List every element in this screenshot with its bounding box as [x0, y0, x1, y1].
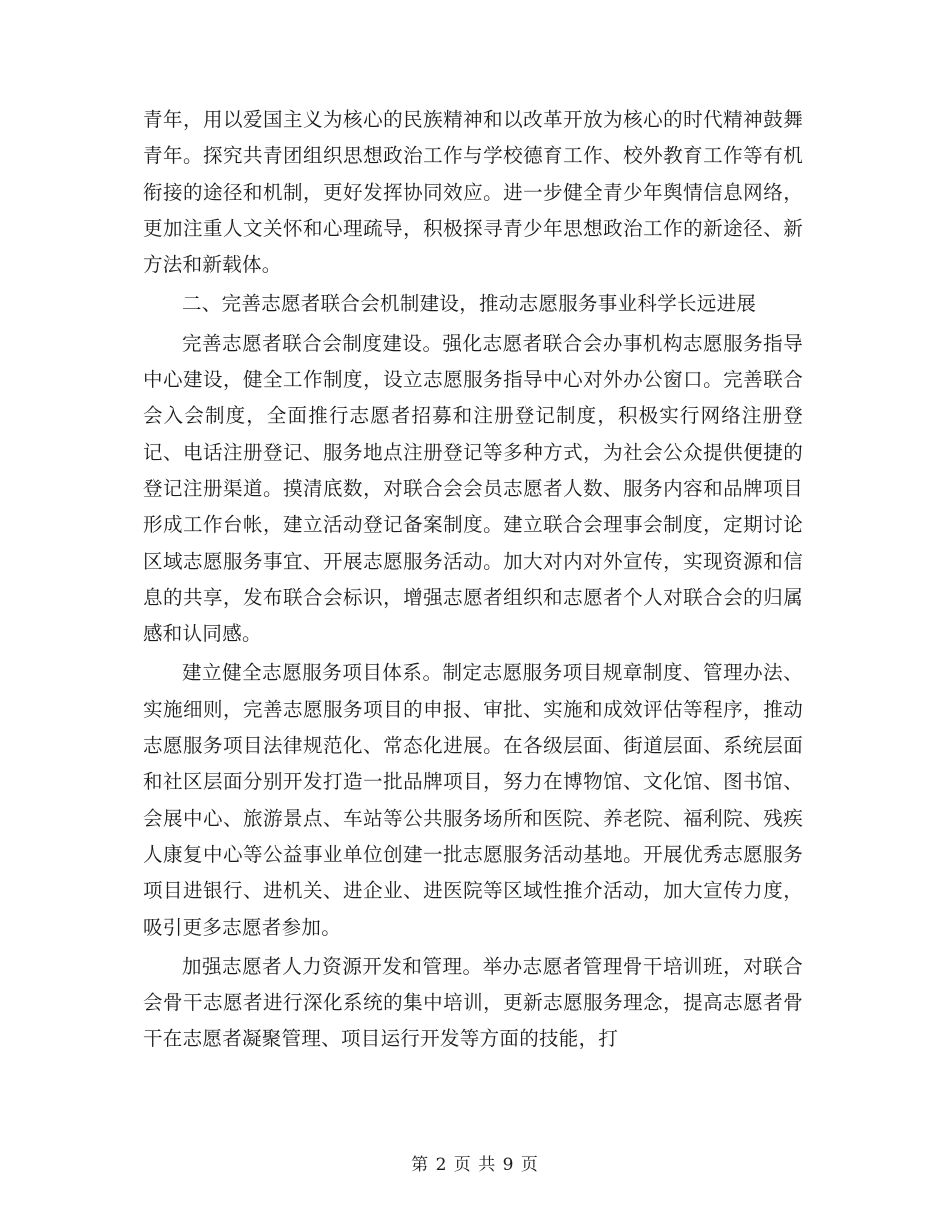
section-heading: 二、完善志愿者联合会机制建设，推动志愿服务事业科学长远进展 [182, 292, 757, 316]
paragraph-project-system: 建立健全志愿服务项目体系。制定志愿服务项目规章制度、管理办法、实施细则，完善志愿服务项目的申报、审批、实施和成效评估等程序，推动志愿服务项目法律规范化、常态化进展。在各级层面、街道层面、系统层面和社区层面分别开发打造一批品牌项目，努力在博物馆、文化馆、图书馆、会展中心、旅游景点、车站等公共服务场所和医院、养老院、福利院、残疾人康复中心等公益事业单位创建一批志愿服务活动基地。开展优秀志愿服务项目进银行、进机关、进企业、进医院等区域性推介活动，加大宣传力度，吸引更多志愿者参加。 [143, 661, 803, 939]
paragraph-human-resources: 加强志愿者人力资源开发和管理。举办志愿者管理骨干培训班，对联合会骨干志愿者进行深化系统的集中培训，更新志愿服务理念，提高志愿者骨干在志愿者凝聚管理、项目运行开发等方面的技能，打 [143, 954, 803, 1051]
paragraph-federation-system: 完善志愿者联合会制度建设。强化志愿者联合会办事机构志愿服务指导中心建设，健全工作制度，设立志愿服务指导中心对外办公窗口。完善联合会入会制度，全面推行志愿者招募和注册登记制度，积极实行网络注册登记、电话注册登记、服务地点注册登记等多种方式，为社会公众提供便捷的登记注册渠道。摸清底数，对联合会会员志愿者人数、服务内容和品牌项目形成工作台帐，建立活动登记备案制度。建立联合会理事会制度，定期讨论区域志愿服务事宜、开展志愿服务活动。加大对内对外宣传，实现资源和信息的共享，发布联合会标识，增强志愿者组织和志愿者个人对联合会的归属感和认同感。 [143, 331, 803, 646]
page-number-footer: 第 2 页 共 9 页 [411, 1155, 539, 1175]
paragraph-continuation: 青年，用以爱国主义为核心的民族精神和以改革开放为核心的时代精神鼓舞青年。探究共青团组织思想政治工作与学校德育工作、校外教育工作等有机衔接的途径和机制，更好发挥协同效应。进一步健全青少年舆情信息网络，更加注重人文关怀和心理疏导，积极探寻青少年思想政治工作的新途径、新方法和新载体。 [143, 108, 803, 277]
document-body [143, 102, 803, 1058]
